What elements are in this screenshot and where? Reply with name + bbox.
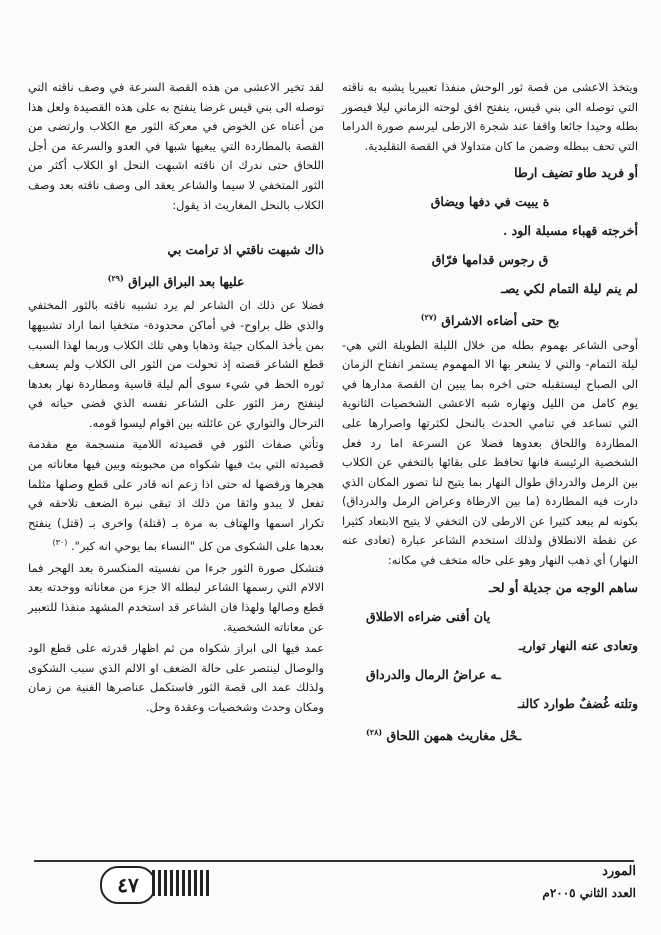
spacer (28, 217, 324, 235)
footnote-marker: (٢٧) (420, 312, 437, 323)
verse-text: ـحْل مغاريث همهن اللحاق (386, 727, 522, 743)
verse-text: بح حتى أضاءه الاشراق (441, 313, 560, 329)
page-number-stripes (152, 870, 212, 896)
right-column (342, 78, 638, 750)
verse-line: لم ينم ليلة التمام لكي يصـ (501, 281, 638, 297)
paragraph: ويتخذ الاعشى من قصة ثور الوحش منفذا تعبيريا يشبه به ناقته التي توصله الى بني قيس، ينفتح افق لوحته الزماني ليلا فيصور بطله وحيدا جائعا واقفا عند شجرة الارطى ليرسم صورة الدراما التي تحف ببطله وضمن ما كان متداولا في القصة التقليدية. (342, 80, 638, 153)
paragraph: عمد فيها الى ابراز شكواه من ثم اظهار قدرته على قطع الود والوصال لينتصر على حالة الضعف او الالم الذي سبب الشكوى ولذلك عمد الى قصة الثور فاستكمل عناصرها الفنية من زمان ومكان وحدث وشخصيات وعقدة وحل. (28, 641, 324, 714)
footnote-marker: (٢٨) (366, 726, 383, 737)
verse-line: أخرجته قهباء مسبلة الود . (502, 223, 638, 239)
paragraph: فتشكل صورة الثور جرءا من نفسيته المنكسرة بعد الهجر فما الالام التي رسمها الشاعر لبطله الا جزء من معاناته ووحدته بعد قطع وصالها ولهذا فان الشاعر قد استخدم المشهد منفذا للتعبير عن معاناته الشخصية. (28, 560, 324, 634)
issue-label: العدد الثاني ٢٠٠٥م (542, 886, 636, 900)
paragraph (28, 435, 324, 556)
verse-line: وتعادى عنه النهار تواريـ (519, 637, 638, 653)
footnote-marker: (٣٠) (52, 538, 68, 548)
verse-line-with-footnote (342, 718, 638, 750)
magazine-name: المورد (602, 864, 636, 879)
verse-line: وتلته غُضفٌ طوارد كالنـ (518, 695, 638, 711)
verse-line: ساهم الوجه من جديلة أو لحـ (489, 579, 638, 595)
paragraph: أوحى الشاعر بهموم بطله من خلال الليلة الطويلة التي هي- ليلة التمام- والتي لا يشعر بها الا المهموم يستمر انفتاح الزمان الى الصباح ليستقبله حتى اخره بما يبين ان القصة مدارها في يوم كامل من الليل ونهاره شبه الاعشى الشخصيات الثانوية التي تساعد في تنامي الحدث بالنحل لكثرتها واصرارها على المطاردة واللحاق بعدوها فضلا عن السرعة اما رد فعل الشخصية الرئيسة فانها تحافظ على بقائها بالتخفي عن الكلاب بين الرمل والدرداق طوال النهار بما يتيح لنا تصور المكان الذي دارت فيه المطاردة (ما بين الارطاة وعراض الرمل والدرداق) بكونه لم يبعد كثيرا عن الارطى لان التخفي لا يتيح الابتعاد كثيرا عن نقطة الانطلاق ولذلك استخدم الشاعر عبارة (تعادى عنه النهار) أي ذهب النهار وهو على حاله متخف في مكانه: (342, 337, 638, 568)
page-number: ٤٧ (100, 866, 156, 904)
verse-line: ق رجوس قدامها فرّاق (431, 252, 549, 268)
paragraph: لقد تخير الاعشى من هذه القصة السرعة في وصف ناقته التي توصله الى بني قيس غرضا ينفتح به على هذه القصيدة ولعل هذا من أعناه عن الخوض في معركة الثور مع الكلاب وارتضى من القصة بالمطاردة التي يبغيها شبها في العدو والسرعة من أجل اللحاق حتى ندرك ان ناقته اشبهت النحل او الكلاب أكثر من الثور المتخفي لا سيما والشاعر يعقد الى وصف ناقته بعد وصف الكلاب بالنحل المغاريث اذ يقول: (28, 80, 324, 212)
verse-line: ـه عراضُ الرمال والدرداق (366, 666, 501, 682)
verse-line: ذاك شبهت ناقتي اذ ترامت بي (167, 242, 324, 258)
verse-line: يان أفنى ضراءه الاطلاق (366, 608, 491, 624)
paragraph-text: وتأتي صفات الثور في قصيدته اللامية منسجمة مع مقدمة قصيدته التي بث فيها شكواه من محبوبته وبين فيها معاناته من هجرها ورفضها له حتى اذا زعم انه قادر على قطع وصلها مثلما تفعل لا يبدو واثقا من ذلك اذ تبقى نبرة الضعف تلاحقه في تكرار اسمها والهتاف به مرة بـ (قتلة) واخرى بـ (قتل) ينفتح بعدها على الشكوى من كل "النساء بما يوحي انه كبر". (28, 437, 324, 554)
verse-text: عليها بعد البراق البراق (128, 274, 245, 290)
paragraph: فضلا عن ذلك ان الشاعر لم يرد تشبيه ناقته بالثور المختفي والذي ظل براوح- في أماكن محدودة- متخفيا انما اراد تشبيهها بمن يأخذ المكان جيئة وذهابا وهي تلك الكلاب وربما لهذا السبب قطع الشاعر قصته إذ تحولت من الثور الى الكلاب ولم يسعف ثوره الحظ في شيء سوى ألم ليلة قاسية ومطاردة نهار بعدها لينفتح رمز الثور على الشاعر نفسه الذي قضى حياته في الترحال والتواري عن عائلته بين اقوام ليسوا قومه. (28, 298, 324, 430)
left-column (28, 78, 324, 720)
footer-divider (34, 860, 634, 862)
verse-line-with-footnote (342, 303, 638, 335)
footnote-marker: (٢٩) (107, 273, 124, 284)
verse-line: أو فريد طاو تضيف ارطا (514, 165, 638, 181)
verse-line: ة يبيت في دفها ويضاق (430, 194, 550, 210)
verse-line-with-footnote (28, 264, 324, 296)
